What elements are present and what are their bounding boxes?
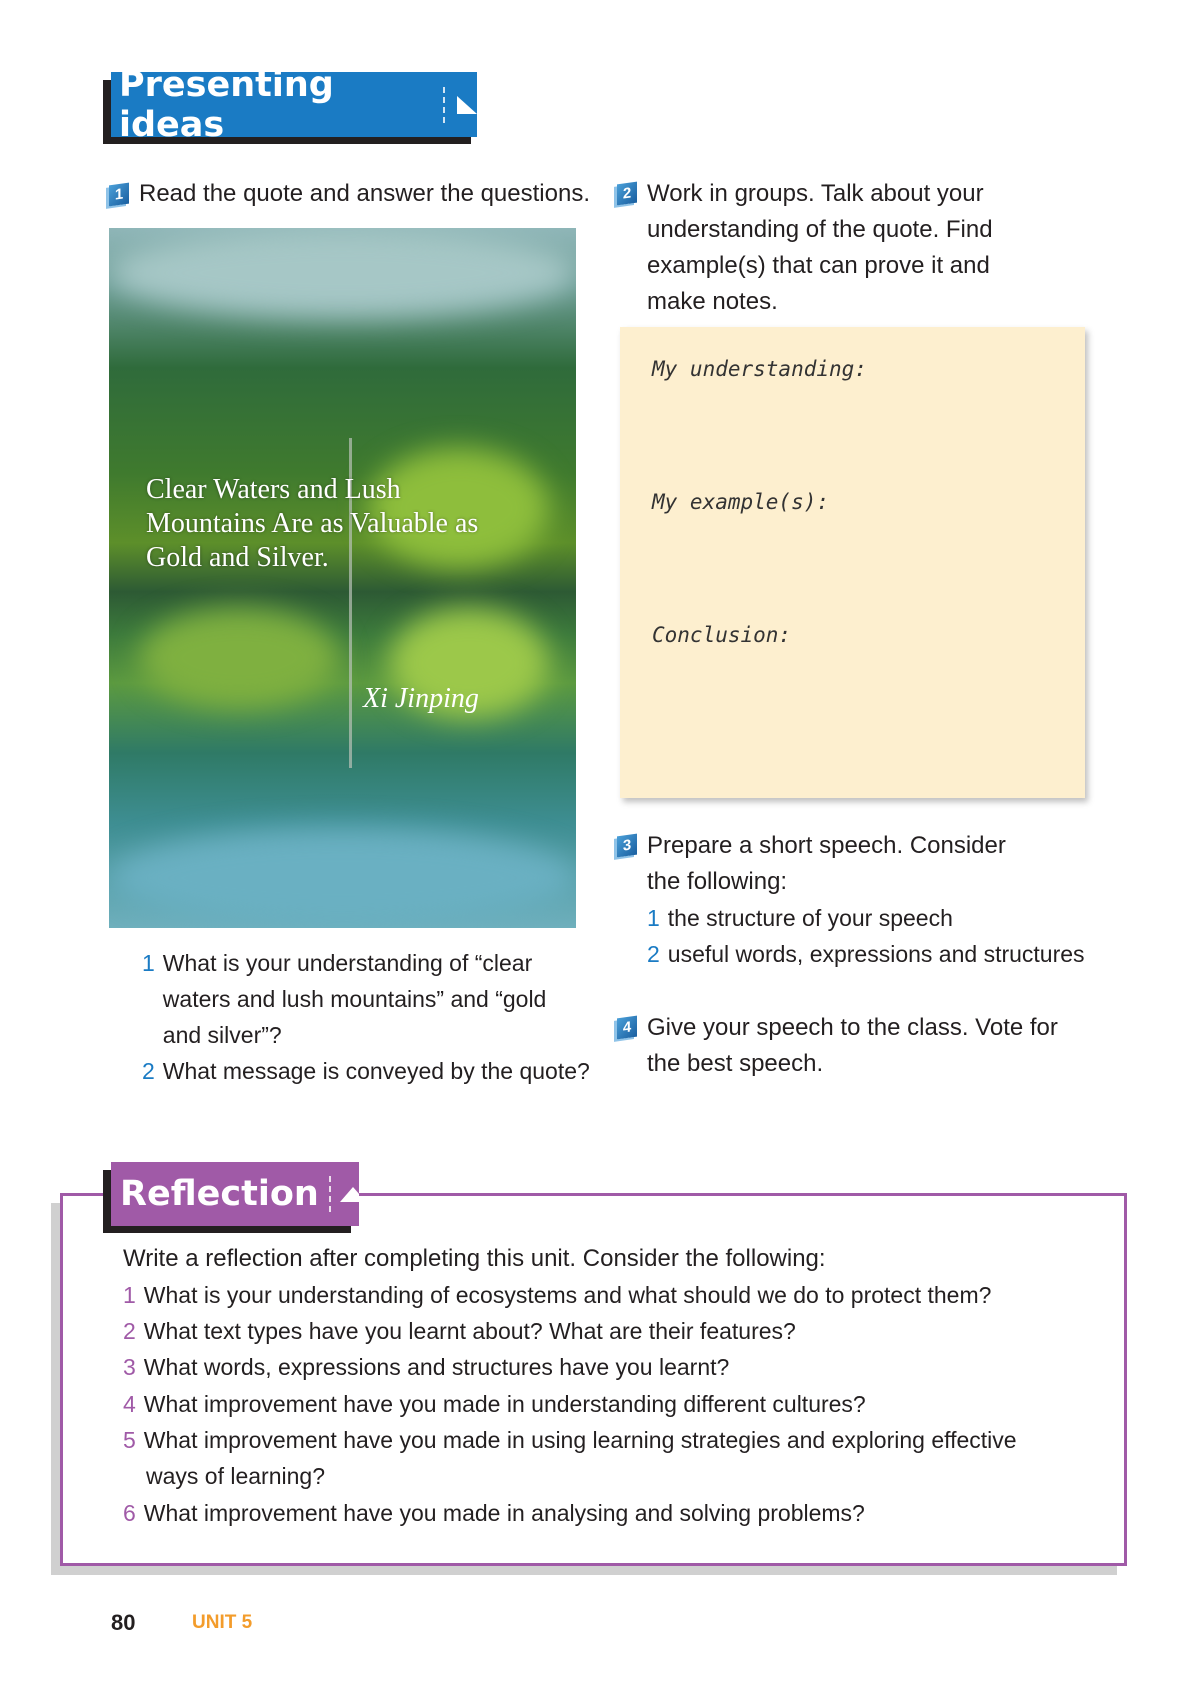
reflection-item — [123, 1386, 866, 1422]
question-number: 1 — [142, 950, 155, 976]
instruction-text: Work in groups. Talk about your — [647, 180, 984, 207]
item-text: What improvement have you made in understanding different cultures? — [143, 1391, 866, 1417]
question-number: 2 — [142, 1058, 155, 1084]
item-number: 2 — [123, 1318, 136, 1344]
activity-1-instruction — [109, 176, 590, 212]
number-badge-icon: 1 — [109, 183, 129, 207]
list-item — [647, 900, 1085, 936]
activity-2-instruction — [617, 176, 993, 320]
instruction-text: Give your speech to the class. Vote for — [647, 1014, 1058, 1041]
item-text: What improvement have you made in using learning strategies and exploring effective — [143, 1427, 1017, 1453]
divider — [443, 87, 445, 123]
notes-card — [620, 327, 1085, 798]
item-text: useful words, expressions and structures — [667, 941, 1085, 967]
number-badge-icon: 2 — [617, 182, 637, 206]
activity-1-questions — [142, 945, 590, 1089]
reflection-item — [123, 1495, 865, 1531]
item-text: What words, expressions and structures have you learnt? — [143, 1354, 730, 1380]
reflection-item — [123, 1277, 991, 1313]
item-text-continued: ways of learning? — [146, 1463, 325, 1489]
conclusion-label: Conclusion: — [652, 623, 792, 647]
section-title: Reflection — [120, 1174, 319, 1214]
reflection-intro: Write a reflection after completing this unit. Consider the following: — [123, 1245, 826, 1272]
question-item — [142, 1053, 590, 1089]
item-number: 5 — [123, 1427, 136, 1453]
number-badge-icon: 4 — [617, 1016, 637, 1040]
item-number: 6 — [123, 1500, 136, 1526]
section-header-presenting-ideas — [111, 64, 477, 145]
item-text: What text types have you learnt about? What are their features? — [143, 1318, 796, 1344]
instruction-text: understanding of the quote. Find — [647, 216, 993, 243]
question-text: What message is conveyed by the quote? — [162, 1058, 590, 1084]
list-item — [647, 936, 1085, 972]
section-header-reflection — [111, 1162, 359, 1226]
instruction-text: the best speech. — [647, 1050, 824, 1077]
instruction-text: example(s) that can prove it and — [647, 252, 990, 279]
quote-line: Mountains Are as Valuable as — [146, 508, 479, 539]
page-number: 80 — [111, 1610, 136, 1635]
item-number: 3 — [123, 1354, 136, 1380]
instruction-text: Prepare a short speech. Consider — [647, 832, 1006, 859]
reflection-item — [123, 1422, 1017, 1458]
number-badge-icon: 3 — [617, 834, 637, 858]
question-text: and silver”? — [162, 1022, 282, 1048]
quote-text — [146, 473, 478, 575]
instruction-text: the following: — [647, 868, 788, 895]
divider — [329, 1176, 331, 1212]
unit-label: UNIT 5 — [192, 1612, 253, 1633]
question-text: waters and lush mountains” and “gold — [162, 986, 547, 1012]
instruction-text: Read the quote and answer the questions. — [139, 180, 590, 207]
item-text: the structure of your speech — [667, 905, 953, 931]
activity-4-instruction — [617, 1010, 1058, 1082]
question-item — [142, 945, 590, 1053]
item-text: What is your understanding of ecosystems and what should we do to protect them? — [143, 1282, 992, 1308]
triangle-up-icon — [339, 1185, 359, 1203]
my-examples-label: My example(s): — [652, 490, 830, 514]
item-number: 2 — [647, 941, 660, 967]
lake-forest-photo — [109, 228, 576, 928]
quote-author: Xi Jinping — [363, 683, 479, 714]
quote-line: Gold and Silver. — [146, 542, 329, 573]
activity-3-instruction — [617, 828, 1085, 972]
quote-line: Clear Waters and Lush — [146, 474, 401, 505]
my-understanding-label: My understanding: — [652, 357, 867, 381]
item-text: What improvement have you made in analysing and solving problems? — [143, 1500, 865, 1526]
item-number: 4 — [123, 1391, 136, 1417]
instruction-text: make notes. — [647, 288, 778, 315]
reflection-item — [123, 1349, 729, 1385]
section-title: Presenting ideas — [119, 64, 334, 145]
question-text: What is your understanding of “clear — [162, 950, 533, 976]
item-number: 1 — [647, 905, 660, 931]
triangle-icon — [455, 94, 478, 116]
reflection-item — [123, 1313, 796, 1349]
item-number: 1 — [123, 1282, 136, 1308]
